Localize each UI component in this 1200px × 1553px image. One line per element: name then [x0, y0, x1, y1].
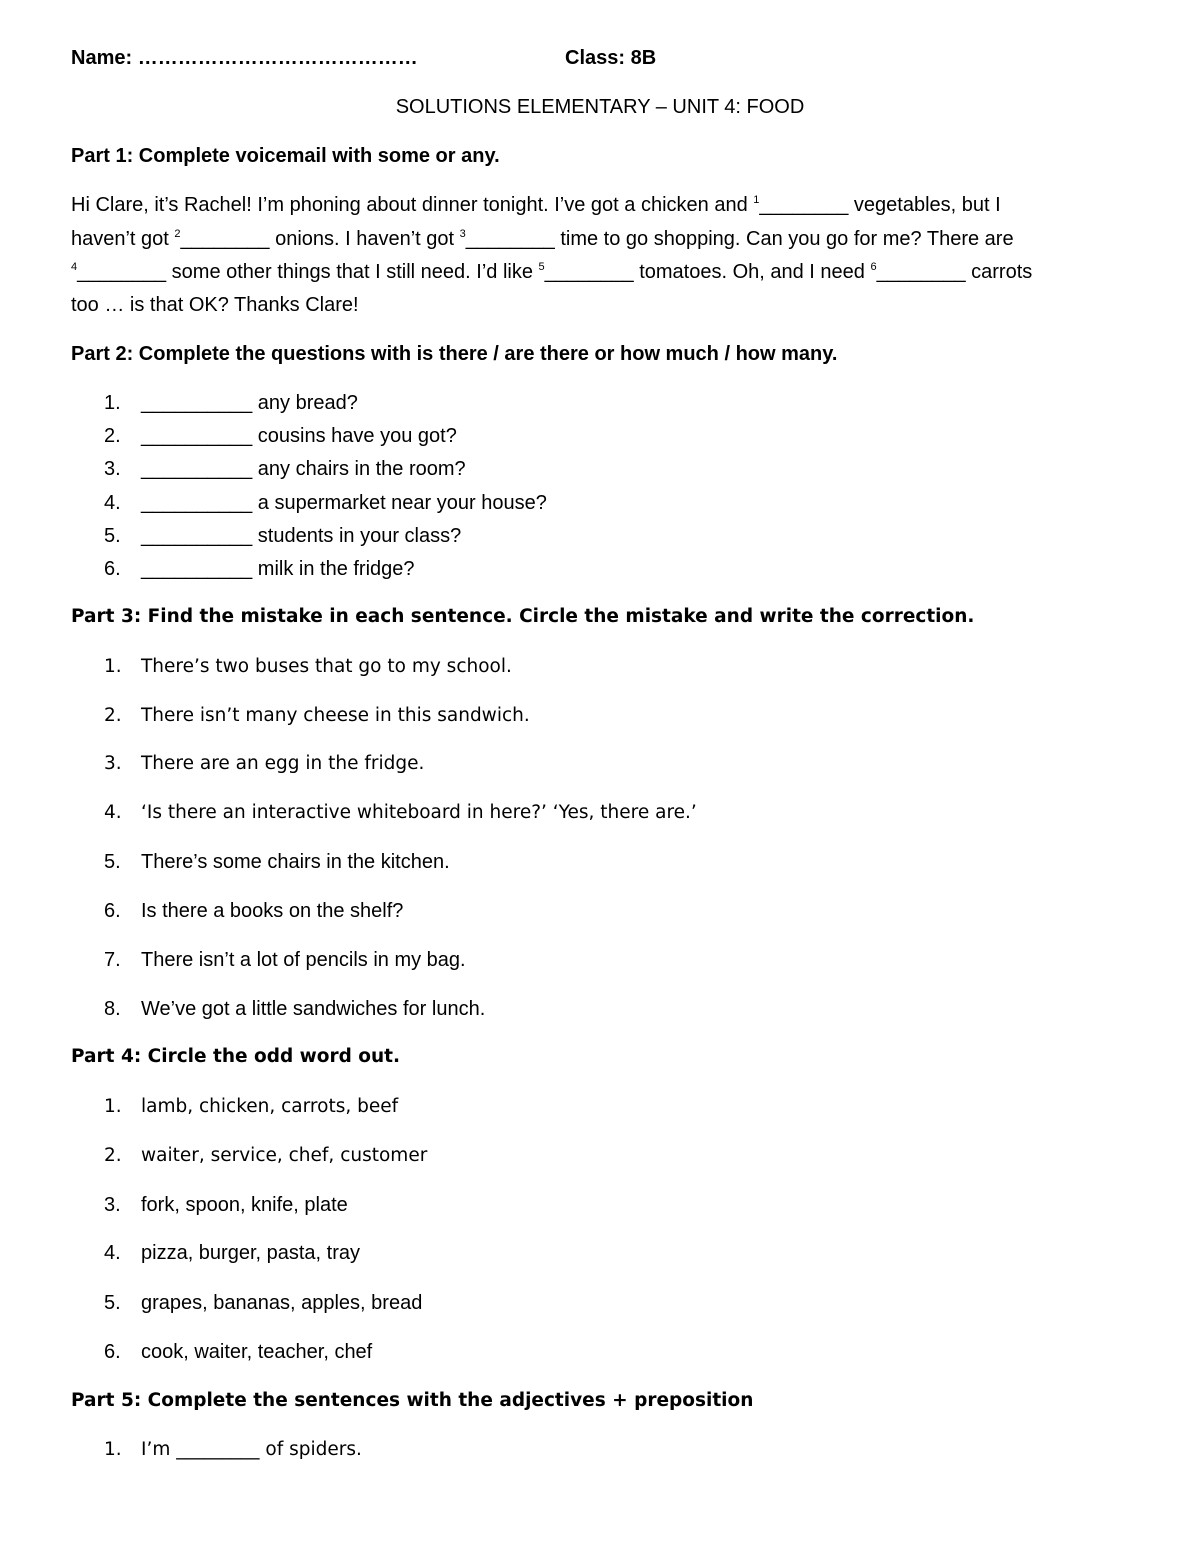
part1-heading: Part 1: Complete voicemail with some or any. [71, 145, 500, 167]
part3-heading: Part 3: Find the mistake in each sentence. Circle the mistake and write the correction. [71, 606, 975, 627]
voicemail-line-3: $^4$________ some other things that I still need. I’d like $^5$________ tomatoes. Oh, and I need $^6$________ carrots [71, 261, 1033, 283]
part2-heading: Part 2: Complete the questions with is there / are there or how much / how many. [71, 343, 838, 365]
part4-heading: Part 4: Circle the odd word out. [71, 1046, 400, 1067]
voicemail-line-1: Hi Clare, it’s Rachel! I’m phoning about dinner tonight. I’ve got a chicken and $^1$________ vegetables, but I [71, 194, 1001, 216]
class-label: Class: 8B [565, 47, 657, 69]
worksheet-title: SOLUTIONS ELEMENTARY – UNIT 4: FOOD [395, 96, 805, 118]
worksheet-page: Name: …………………………………… Class: 8B SOLUTIONS ELEMENTARY – UNIT 4: FOOD Part 1: Complete voicemail with some or any. Hi Clare, it’s Rachel! I’m phoning about dinner tonight. I’ve got a chicken and $^1$________ vegetables, but I haven’t got $^2$________ onions. I haven’t got $^3$________ time to go shopping. Can you go for me? There are $^4$________ some other things that I still need. I’d like $^5$________ tomatoes. Oh, and I need $^6$________ carrots too … is that OK? Thanks Clare! Part 2: Complete the questions with is there / are there or how much / how many. 1. __________ any bread? 2. __________ cousins have you got? 3. __________ any chairs in the room? 4. __________ a supermarket near your house? 5. __________ students in your class? 6. __________ milk in the fridge? Part 3: Find the mistake in each sentence. Circle the mistake and write the correction. 1. There’s two buses that go to my school. 2. There isn’t many cheese in this sandwich. 3. There are an egg in the fridge. 4. ‘Is there an interactive whiteboard in here?’ ‘Yes, there are.’ 5. There’s some chairs in the kitchen. 6. Is there a books on the shelf? 7. There isn’t a lot of pencils in my bag. 8. We’ve got a little sandwiches for lunch. Part 4: Circle the odd word out. 1. lamb, chicken, carrots, beef 2. waiter, service, chef, customer 3. fork, spoon, knife, plate 4. pizza, burger, pasta, tray 5. grapes, bananas, apples, bread 6. cook, waiter, teacher, chef Part 5: Complete the sentences with the adjectives + preposition 1. I’m _________ of spiders. [0, 0, 1200, 1553]
name-field-label: Name: …………………………………… [71, 47, 418, 69]
part5-heading: Part 5: Complete the sentences with the adjectives + preposition [71, 1390, 754, 1411]
voicemail-line-4: too … is that OK? Thanks Clare! [71, 294, 359, 316]
voicemail-line-2: haven’t got $^2$________ onions. I haven’t got $^3$________ time to go shopping. Can you go for me? There are [71, 228, 1014, 250]
